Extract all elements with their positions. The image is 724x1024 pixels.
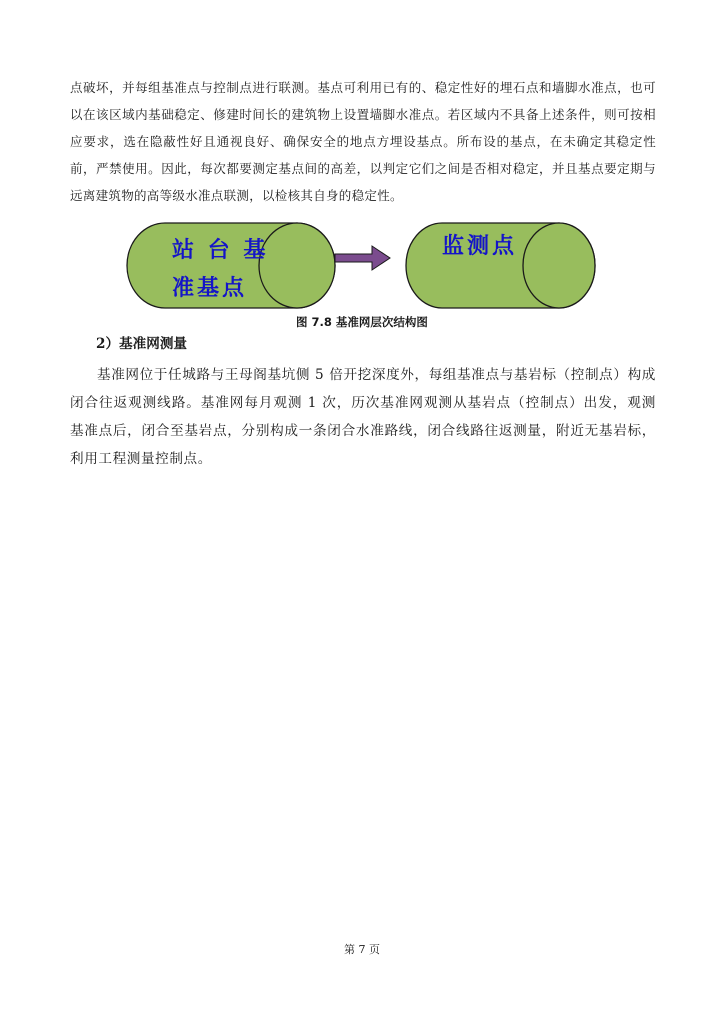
right-cylinder (406, 223, 595, 308)
figure-caption: 图 7.8 基准网层次结构图 (296, 315, 428, 329)
page-number: 第 7 页 (344, 943, 380, 956)
section-heading: 2）基准网测量 (96, 336, 188, 352)
left-cylinder-label-line-1: 站 台 基 (172, 237, 269, 263)
right-cylinder-label: 监测点 (442, 233, 518, 259)
paragraph-benchmark-points: 点破坏，并每组基准点与控制点进行联测。基点可利用已有的、稳定性好的埋石点和墙脚水准点，也可以在该区域内基础稳定、修建时间长的建筑物上设置墙脚水准点。若区域内不具备上述条件，则可按相应要求，选在隐蔽性好且通视良好、确保安全的地点方埋设基点。所布设的基点，在未确定其稳定性前，严禁使用。因此，每次都要测定基点间的高差，以判定它们之间是否相对稳定，并且基点要定期与远离建筑物的高等级水准点联测，以检核其自身的稳定性。 (70, 80, 656, 203)
right-arrow-icon (335, 246, 390, 270)
right-cylinder-end-cap (523, 223, 595, 308)
left-cylinder-label-line-2: 准基点 (172, 275, 248, 301)
left-cylinder-end-cap (259, 223, 335, 308)
paragraph-benchmark-network-survey: 基准网位于任城路与王母阁基坑侧 5 倍开挖深度外，每组基准点与基岩标（控制点）构成闭合往返观测线路。基准网每月观测 1 次，历次基准网观测从基岩点（控制点）出发，观测基准点后，闭合至基岩点，分别构成一条闭合水准路线，闭合线路往返测量，附近无基岩标，利用工程测量控制点。 (70, 367, 656, 467)
benchmark-network-diagram (125, 218, 600, 313)
left-cylinder (127, 223, 335, 308)
